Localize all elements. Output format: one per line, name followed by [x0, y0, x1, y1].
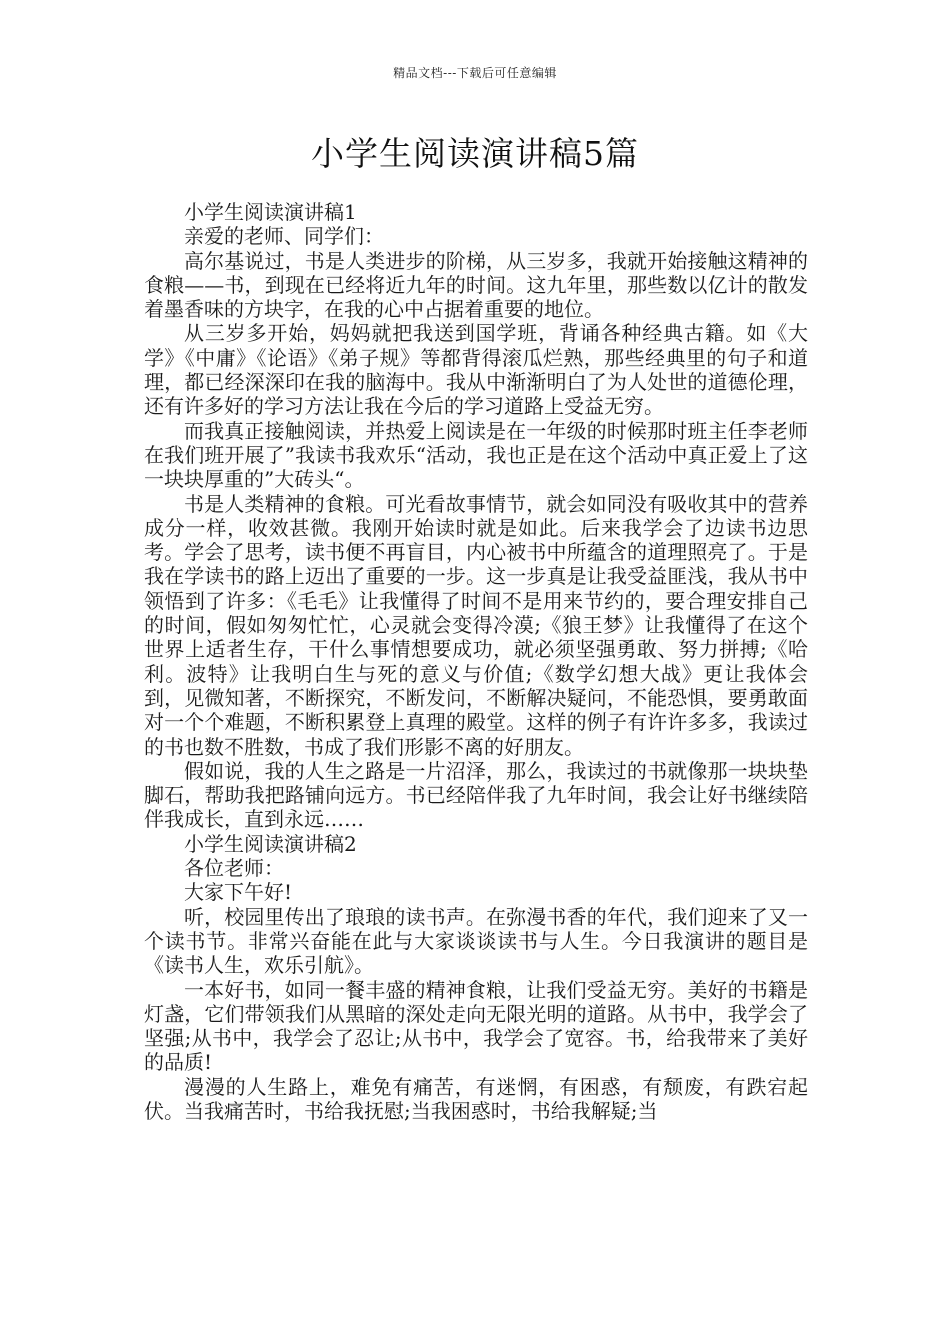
section-heading-1: 小学生阅读演讲稿1	[184, 200, 357, 224]
document-title: 小学生阅读演讲稿5篇	[311, 134, 639, 173]
paragraph: 漫漫的人生路上，难免有痛苦，有迷惘，有困惑，有颓废，有跌宕起伏。当我痛苦时，书给我抚慰;当我困惑时，书给我解疑;当	[144, 1074, 808, 1123]
section-heading-2: 小学生阅读演讲稿2	[184, 831, 357, 856]
salutation: 各位老师：	[184, 856, 284, 881]
paragraph: 而我真正接触阅读，并热爱上阅读是在一年级的时候那时班主任李老师在我们班开展了”我读书我欢乐“活动，我也正是在这个活动中真正爱上了这一块块厚重的”大砖头“。	[144, 418, 808, 492]
paragraph: 书是人类精神的食粮。可光看故事情节，就会如同没有吸收其中的营养成分一样，收效甚微。我刚开始读时就是如此。后来我学会了边读书边思考。学会了思考，读书便不再盲目，内心被书中所蕴含的道理照亮了。于是我在学读书的路上迈出了重要的一步。这一步真是让我受益匪浅，我从书中领悟到了许多：《毛毛》让我懂得了时间不是用来节约的，要合理安排自己的时间，假如匆匆忙忙，心灵就会变得冷漠;《狼王梦》让我懂得了在这个世界上适者生存，干什么事情想要成功，就必须坚强勇敢、努力拼搏;《哈利。波特》让我明白生与死的意义与价值;《数学幻想大战》更让我体会到，见微知著，不断探究，不断发问，不断解决疑问，不能恐惧，要勇敢面对一个个难题，不断积累登上真理的殿堂。这样的例子有许许多多，我读过的书也数不胜数，书成了我们形影不离的好朋友。	[144, 491, 808, 759]
paragraph: 一本好书，如同一餐丰盛的精神食粮，让我们受益无穷。美好的书籍是灯盏，它们带领我们从黑暗的深处走向无限光明的道路。从书中，我学会了坚强;从书中，我学会了忍让;从书中，我学会了宽容。书，给我带来了美好的品质!	[144, 977, 808, 1075]
salutation: 亲爱的老师、同学们：	[184, 224, 384, 249]
paragraph: 听，校园里传出了琅琅的读书声。在弥漫书香的年代，我们迎来了又一个读书节。非常兴奋能在此与大家谈谈读书与人生。今日我演讲的题目是《读书人生，欢乐引航》。	[144, 904, 808, 978]
paragraph: 从三岁多开始，妈妈就把我送到国学班，背诵各种经典古籍。如《大学》《中庸》《论语》《弟子规》等都背得滚瓜烂熟，那些经典里的句子和道理，都已经深深印在我的脑海中。我从中渐渐明白了为人处世的道德伦理，还有许多好的学习方法让我在今后的学习道路上受益无穷。	[144, 321, 808, 419]
paragraph: 假如说，我的人生之路是一片沼泽，那么，我读过的书就像那一块块垫脚石，帮助我把路铺向远方。书已经陪伴我了九年时间，我会让好书继续陪伴我成长，直到永远……	[144, 758, 808, 832]
header-note: 精品文档---下载后可任意编辑	[393, 66, 557, 80]
paragraph: 高尔基说过，书是人类进步的阶梯，从三岁多，我就开始接触这精神的食粮——书，到现在已经将近九年的时间。这九年里，那些数以亿计的散发着墨香味的方块字，在我的心中占据着重要的地位。	[144, 248, 808, 322]
greeting: 大家下午好!	[184, 880, 293, 905]
document-body	[144, 200, 808, 1123]
